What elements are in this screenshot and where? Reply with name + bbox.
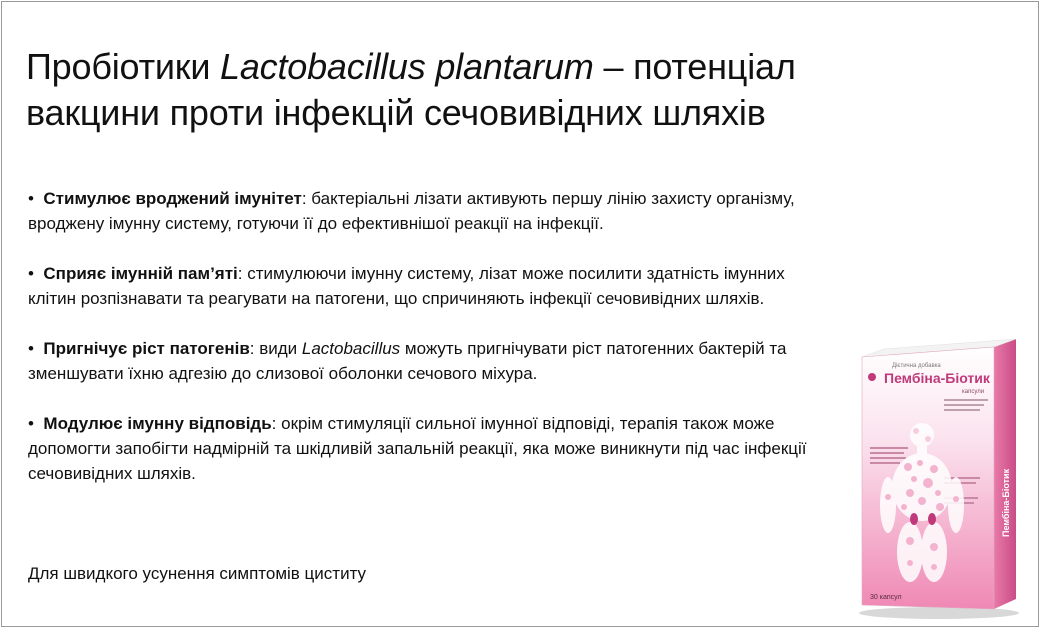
box-logo-icon (868, 373, 876, 381)
box-form: капсули (962, 389, 985, 395)
footer-note: Для швидкого усунення симптомів циститу (28, 564, 367, 583)
bullet-list (28, 186, 828, 511)
title-part1: Пробіотики (26, 46, 221, 87)
box-count: 30 капсул (870, 594, 902, 601)
bullet-text-before: : види (249, 339, 302, 358)
product-box-image (844, 337, 1024, 622)
bullet-item-innate-immunity (28, 186, 828, 236)
slide-title (26, 44, 906, 136)
bullet-marker: • (28, 414, 34, 433)
box-category: Дієтична добавка (892, 363, 941, 369)
box-shadow (859, 607, 1019, 619)
bullet-lead: Пригнічує ріст патогенів (43, 339, 250, 358)
title-part2: – потенціал (593, 46, 796, 87)
bullet-marker: • (28, 339, 34, 358)
box-brand: Пембіна-Біотик (884, 370, 990, 386)
bullet-marker: • (28, 189, 34, 208)
bullet-item-immune-modulation (28, 411, 828, 486)
title-italic-species: Lactobacillus plantarum (220, 46, 594, 87)
title-line2: вакцини проти інфекцій сечовивідних шляхів (26, 92, 766, 133)
bullet-text: : бактеріальні лізати активують першу лінію захисту організму, вроджену імунну систему, готуючи її до ефективнішої реакції на інфекції. (28, 189, 795, 233)
box-kidney-right (928, 513, 936, 525)
bullet-item-immune-memory (28, 261, 828, 311)
bullet-lead: Стимулює вроджений імунітет (43, 189, 302, 208)
bullet-lead: Сприяє імунній пам’яті (43, 264, 238, 283)
bullet-text-after: можуть пригнічувати ріст патогенних бактерій та зменшувати їхню адгезію до слизової оболонки сечового міхура. (28, 339, 787, 383)
bullet-italic-genus: Lactobacillus (301, 339, 401, 358)
bullet-text: : окрім стимуляції сильної імунної відповіді, терапія також може допомогти запобігти надмірній та шкідливій запальній реакції, яка може виникнути під час інфекції сечовивідних шляхів. (28, 414, 807, 483)
bullet-text: : стимулюючи імунну систему, лізат може посилити здатність імунних клітин розпізнавати та реагувати на патогени, що спричиняють інфекції сечовивідних шляхів. (28, 264, 785, 308)
slide-frame (1, 1, 1039, 627)
bullet-item-pathogen-inhibition (28, 336, 828, 386)
box-side-brand: Пембіна-Біотик (1001, 468, 1011, 537)
bullet-lead: Модулює імунну відповідь (43, 414, 272, 433)
box-kidney-left (910, 513, 918, 525)
bullet-marker: • (28, 264, 34, 283)
